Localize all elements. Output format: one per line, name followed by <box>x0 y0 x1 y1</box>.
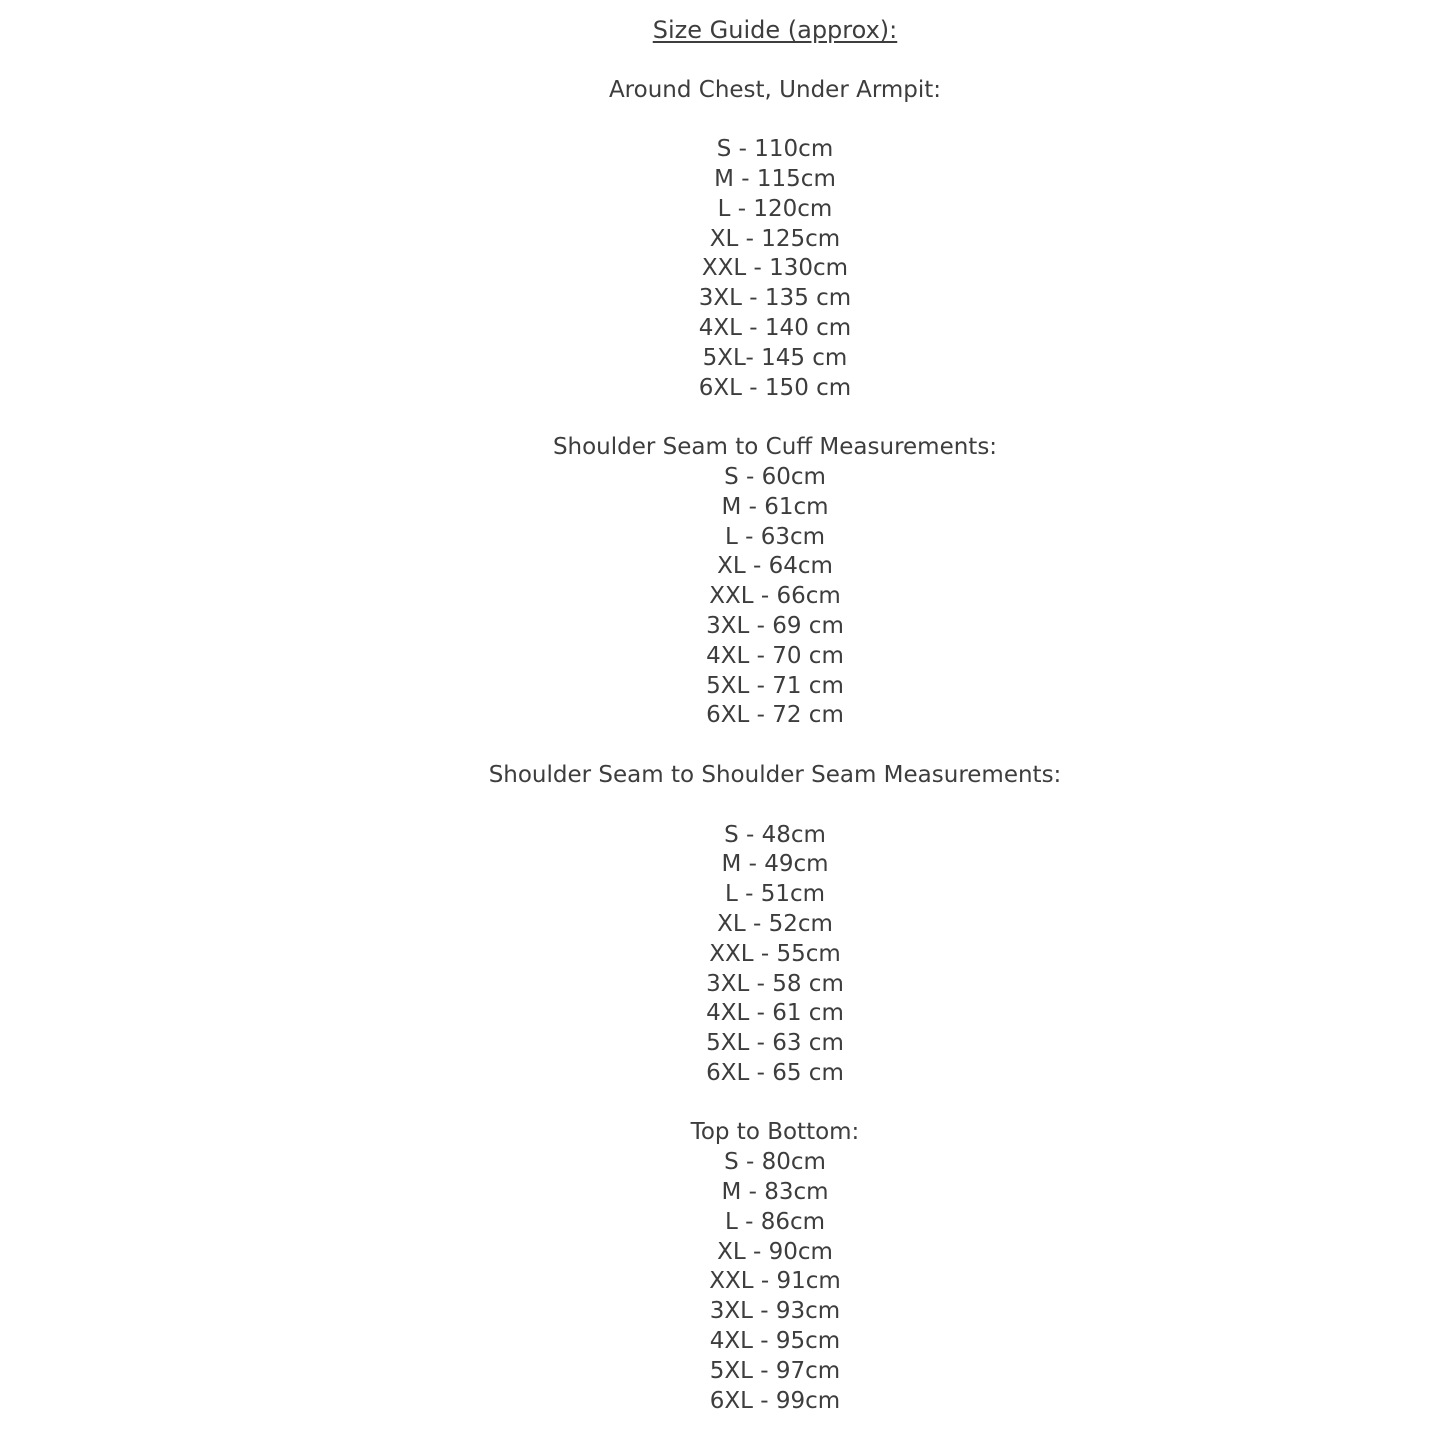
size-line: L - 63cm <box>724 523 826 550</box>
size-line: M - 115cm <box>714 165 836 192</box>
size-line: L - 51cm <box>724 881 826 908</box>
size-line: 5XL - 63 cm <box>706 1030 844 1057</box>
size-line: 4XL - 140 cm <box>698 314 852 341</box>
size-line: 6XL - 65 cm <box>706 1059 844 1086</box>
size-line: 3XL - 69 cm <box>706 612 844 639</box>
section-around-chest <box>105 76 1445 404</box>
size-line: M - 83cm <box>721 1179 829 1206</box>
size-line: XXL - 66cm <box>709 583 841 610</box>
size-line: XL - 64cm <box>717 553 833 580</box>
section-shoulder-to-cuff <box>105 433 1445 731</box>
section-heading-shoulder-to-cuff: Shoulder Seam to Cuff Measurements: <box>552 434 998 461</box>
size-line: XL - 90cm <box>717 1238 833 1265</box>
size-line: 6XL - 150 cm <box>698 374 852 401</box>
size-line: XXL - 55cm <box>709 940 841 967</box>
section-heading-shoulder-to-shoulder: Shoulder Seam to Shoulder Seam Measurements: <box>488 761 1062 788</box>
section-heading-around-chest: Around Chest, Under Armpit: <box>608 76 942 103</box>
size-line: M - 49cm <box>721 851 829 878</box>
section-top-to-bottom <box>105 1118 1445 1416</box>
size-line: XL - 52cm <box>717 910 833 937</box>
size-line: S - 80cm <box>724 1149 826 1176</box>
section-shoulder-to-shoulder <box>105 761 1445 1089</box>
size-line: 4XL - 70 cm <box>706 642 844 669</box>
size-line: 5XL - 97cm <box>709 1357 841 1384</box>
size-line: S - 110cm <box>716 136 834 163</box>
size-line: 6XL - 72 cm <box>706 702 844 729</box>
size-line: L - 86cm <box>724 1208 826 1235</box>
section-heading-top-to-bottom: Top to Bottom: <box>690 1119 860 1146</box>
size-line: 4XL - 61 cm <box>706 1000 844 1027</box>
size-line: S - 48cm <box>724 821 826 848</box>
size-line: 4XL - 95cm <box>709 1328 841 1355</box>
size-line: L - 120cm <box>717 195 833 222</box>
page-title: Size Guide (approx): <box>652 16 898 44</box>
size-line: XXL - 130cm <box>701 255 849 282</box>
size-line: S - 60cm <box>724 463 826 490</box>
size-line: 6XL - 99cm <box>709 1387 841 1414</box>
size-line: 3XL - 93cm <box>709 1298 841 1325</box>
size-line: XL - 125cm <box>709 225 841 252</box>
size-line: 5XL- 145 cm <box>702 344 848 371</box>
size-line: 3XL - 58 cm <box>706 970 844 997</box>
size-line: 3XL - 135 cm <box>698 285 852 312</box>
size-line: M - 61cm <box>721 493 829 520</box>
size-line: XXL - 91cm <box>709 1268 841 1295</box>
size-line: 5XL - 71 cm <box>706 672 844 699</box>
